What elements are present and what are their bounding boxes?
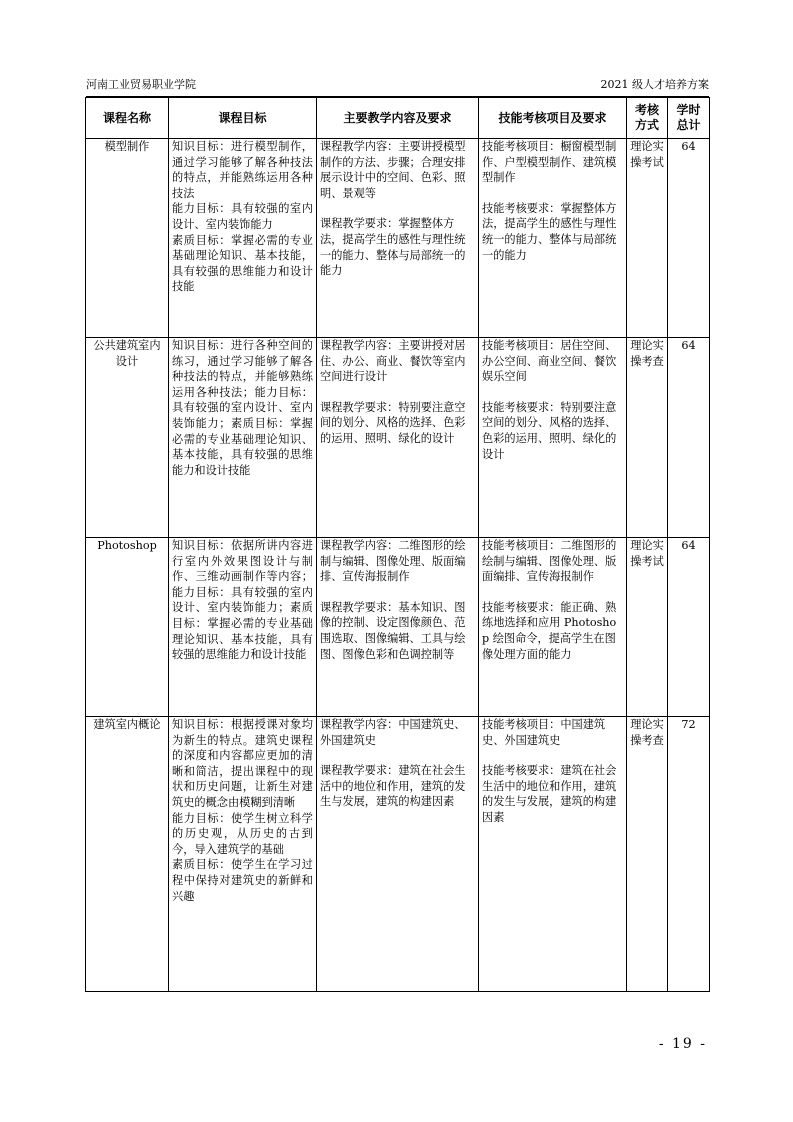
content-teaching: 课程教学内容：主要讲授对居住、办公、商业、餐饮等室内空间进行设计 [320, 339, 466, 384]
table-row [86, 717, 710, 992]
content-teaching: 课程教学内容：二维图形的绘制与编辑、图像处理、版面编排、宣传海报制作 [320, 539, 466, 584]
content-teaching: 课程教学内容：主要讲授模型制作的方法、步骤；合理安排展示设计中的空间、色彩、照明、景观等 [320, 140, 466, 200]
course-content-cell [317, 139, 479, 338]
course-table [85, 97, 710, 992]
skill-project: 技能考核项目：二维图形的绘制与编辑、图像处理、版面编排、宣传海报制作 [482, 539, 617, 584]
table-header-row [86, 98, 710, 139]
skill-requirement: 技能考核要求：能正确、熟练地选择和应用 Photoshop 绘图命令，提高学生在图像处理方面的能力 [482, 600, 617, 661]
assessment-method-cell: 理论实操考试 [627, 139, 668, 338]
table-row [86, 139, 710, 338]
skill-cell [479, 717, 627, 992]
goal-quality: 素质目标：使学生在学习过程中保持对建筑史的新鲜和兴趣 [172, 858, 313, 903]
skill-project: 技能考核项目：中国建筑史、外国建筑史 [482, 718, 606, 747]
table-row [86, 338, 710, 538]
course-content-cell [317, 338, 479, 538]
header-course-name: 课程名称 [86, 98, 169, 139]
course-name-cell: 公共建筑室内设计 [86, 338, 169, 538]
assessment-method-cell: 理论实操考试 [627, 538, 668, 717]
total-hours-cell: 64 [668, 538, 710, 717]
header-skill-assessment: 技能考核项目及要求 [479, 98, 627, 139]
course-content-cell [317, 538, 479, 717]
skill-project: 技能考核项目：橱窗模型制作、户型模型制作、建筑模型制作 [482, 140, 617, 185]
course-goal-cell [169, 538, 317, 717]
course-content-cell [317, 717, 479, 992]
total-hours-cell: 64 [668, 338, 710, 538]
goal-ability: 能力目标：使学生树立科学的历史观，从历史的古到今，导入建筑学的基础 [172, 811, 313, 856]
skill-cell [479, 338, 627, 538]
header-assessment-method: 考核方式 [627, 98, 668, 139]
goal-knowledge: 知识目标：进行模型制作，通过学习能够了解各种技法的特点，并能熟练运用各种技法 [172, 140, 313, 200]
school-name: 河南工业贸易职业学院 [86, 78, 196, 91]
course-name-cell: 建筑室内概论 [86, 717, 169, 992]
goal-text: 知识目标：依据所讲内容进行室内外效果图设计与制作、三维动画制作等内容；能力目标：具有较强的室内设计、室内装饰能力；素质目标：掌握必需的专业基础理论知识、基本技能，具有较强的思维能力和设计技能 [172, 539, 313, 662]
content-requirement: 课程教学要求：掌握整体方法，提高学生的感性与理性统一的能力、整体与局部统一的能力 [320, 217, 466, 278]
skill-project: 技能考核项目：居住空间、办公空间、商业空间、餐饮娱乐空间 [482, 339, 617, 384]
content-requirement: 课程教学要求：基本知识、图像的控制、设定图像颜色、范围选取、图像编辑、工具与绘图、图像色彩和色调控制等 [320, 600, 466, 661]
plan-title: 2021 级人才培养方案 [600, 78, 709, 91]
skill-cell [479, 538, 627, 717]
header-course-content: 主要教学内容及要求 [317, 98, 479, 139]
skill-requirement: 技能考核要求：掌握整体方法，提高学生的感性与理性统一的能力、整体与局部统一的能力 [482, 201, 617, 262]
header-course-goal: 课程目标 [169, 98, 317, 139]
goal-ability: 能力目标：具有较强的室内设计、室内装饰能力 [172, 202, 313, 231]
skill-cell [479, 139, 627, 338]
goal-text: 知识目标：进行各种空间的练习，通过学习能够了解各种技法的特点，并能够熟练运用各种技法；能力目标：具有较强的室内设计、室内装饰能力；素质目标：掌握必需的专业基础理论知识、基本技能，具有较强的思维能力和设计技能 [172, 339, 313, 477]
assessment-method-cell: 理论实操考查 [627, 717, 668, 992]
course-goal-cell [169, 139, 317, 338]
course-name-cell: 模型制作 [86, 139, 169, 338]
course-name-cell: Photoshop [86, 538, 169, 717]
course-goal-cell [169, 717, 317, 992]
content-teaching: 课程教学内容：中国建筑史、外国建筑史 [320, 718, 466, 747]
skill-requirement: 技能考核要求：建筑在社会生活中的地位和作用，建筑的发生与发展，建筑的构建因素 [482, 764, 617, 824]
total-hours-cell: 72 [668, 717, 710, 992]
total-hours-cell: 64 [668, 139, 710, 338]
table-row [86, 538, 710, 717]
content-requirement: 课程教学要求：特别要注意空间的划分、风格的选择、色彩的运用、照明、绿化的设计 [320, 400, 466, 445]
skill-requirement: 技能考核要求：特别要注意空间的划分、风格的选择、色彩的运用、照明、绿化的设计 [482, 400, 617, 461]
header-total-hours: 学时总计 [668, 98, 710, 139]
goal-knowledge: 知识目标：根据授课对象均为新生的特点。建筑史课程的深度和内容都应更加的清晰和简洁，提出课程中的现状和历史问题，让新生对建筑史的概念由模糊到清晰 [172, 718, 313, 809]
page-header [86, 76, 709, 94]
content-requirement: 课程教学要求：建筑在社会生活中的地位和作用，建筑的发生与发展，建筑的构建因素 [320, 764, 466, 809]
assessment-method-cell: 理论实操考查 [627, 338, 668, 538]
course-goal-cell [169, 338, 317, 538]
page-number: - 19 - [658, 1036, 707, 1052]
goal-quality: 素质目标：掌握必需的专业基础理论知识、基本技能，具有较强的思维能力和设计技能 [172, 233, 313, 294]
